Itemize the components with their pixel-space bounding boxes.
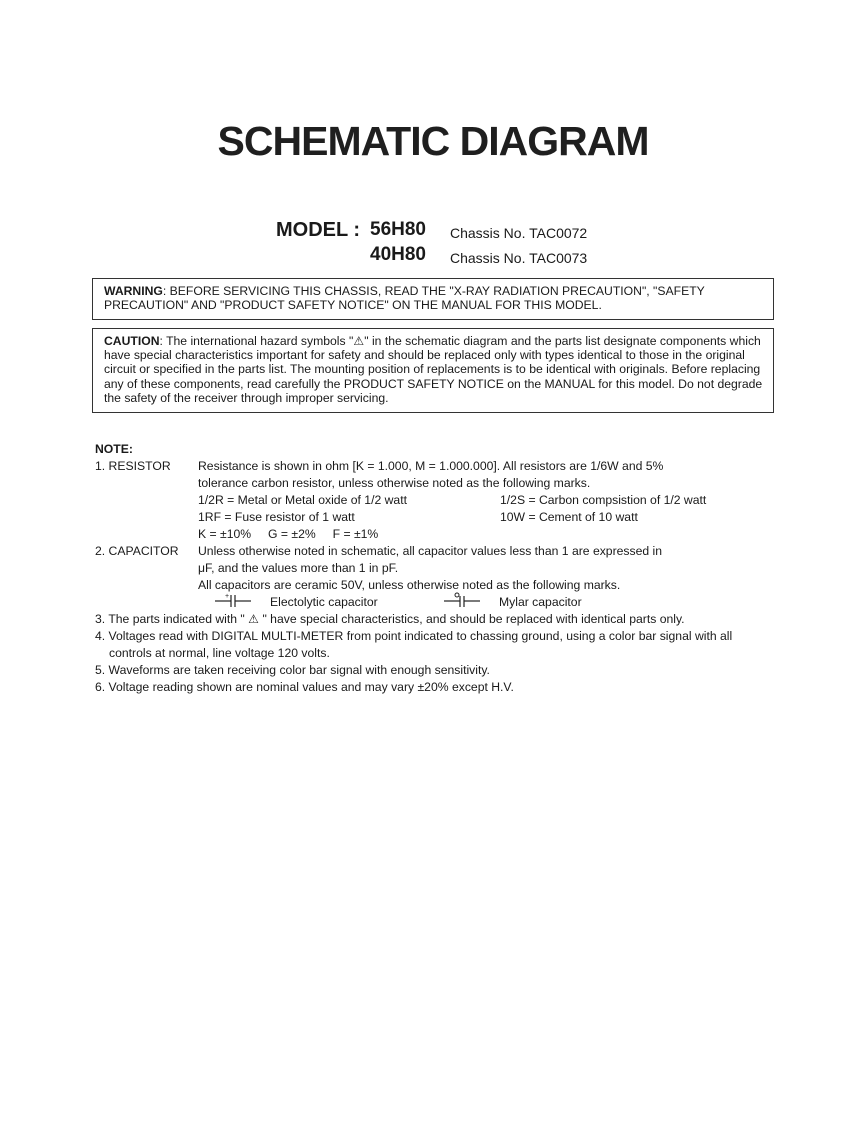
resistor-mark: 10W = Cement of 10 watt [500,510,638,524]
capacitor-line: Unless otherwise noted in schematic, all capacitor values less than 1 are expressed in [198,544,663,558]
resistor-mark: 1/2S = Carbon compsistion of 1/2 watt [500,493,707,507]
caution-box [92,328,774,413]
warning-text: : BEFORE SERVICING THIS CHASSIS, READ THE "X-RAY RADIATION PRECAUTION", "SAFETY PRECAUTION" AND "PRODUCT SAFETY NOTICE" ON THE MANUAL FOR THIS MODEL. [104,284,705,313]
model-label: MODEL : [276,219,361,241]
resistor-mark: 1RF = Fuse resistor of 1 watt [198,510,355,524]
warning-box [92,278,774,320]
chassis-number: Chassis No. TAC0073 [450,250,588,266]
capacitor-label: 2. CAPACITOR [95,544,179,558]
resistor-mark: 1/2R = Metal or Metal oxide of 1/2 watt [198,493,407,507]
capacitor-line: μF, and the values more than 1 in pF. [198,561,399,575]
note-6: 6. Voltage reading shown are nominal values and may vary ±20% except H.V. [95,680,514,694]
notes-heading: NOTE: [95,442,133,456]
note-4-cont: controls at normal, line voltage 120 volts. [109,646,330,660]
resistor-line: Resistance is shown in ohm [K = 1.000, M = 1.000.000]. All resistors are 1/6W and 5% [198,459,664,473]
resistor-tolerances: K = ±10% G = ±2% F = ±1% [198,527,379,541]
capacitor-line: All capacitors are ceramic 50V, unless otherwise noted as the following marks. [198,578,621,592]
note-3: 3. The parts indicated with " ⚠ " have special characteristics, and should be replaced with identical parts only. [95,612,685,626]
model-number: 40H80 [370,244,426,265]
electrolytic-capacitor-icon [213,592,257,608]
caution-label: CAUTION [104,334,160,348]
svg-text:+: + [225,593,230,600]
model-number: 56H80 [370,219,426,240]
electrolytic-label: Electolytic capacitor [270,595,378,609]
mylar-capacitor-icon [442,592,486,608]
resistor-label: 1. RESISTOR [95,459,171,473]
mylar-label: Mylar capacitor [499,595,582,609]
page-title: SCHEMATIC DIAGRAM [217,118,649,164]
note-4: 4. Voltages read with DIGITAL MULTI-METER from point indicated to chassing ground, using a color bar signal with all [95,629,733,643]
chassis-number: Chassis No. TAC0072 [450,225,588,241]
warning-label: WARNING [104,284,163,298]
resistor-line: tolerance carbon resistor, unless otherwise noted as the following marks. [198,476,591,490]
note-5: 5. Waveforms are taken receiving color bar signal with enough sensitivity. [95,663,490,677]
caution-text: : The international hazard symbols "⚠" in the schematic diagram and the parts list designate components which have special characteristics important for safety and should be replaced only with types identical to those in the original circuit or specified in the parts list. The mounting position of replacements is to be identical with originals. Before replacing any of these components, read carefully the PRODUCT SAFETY NOTICE on the MANUAL for this model. Do not degrade the safety of the receiver through improper servicing. [104,334,763,405]
